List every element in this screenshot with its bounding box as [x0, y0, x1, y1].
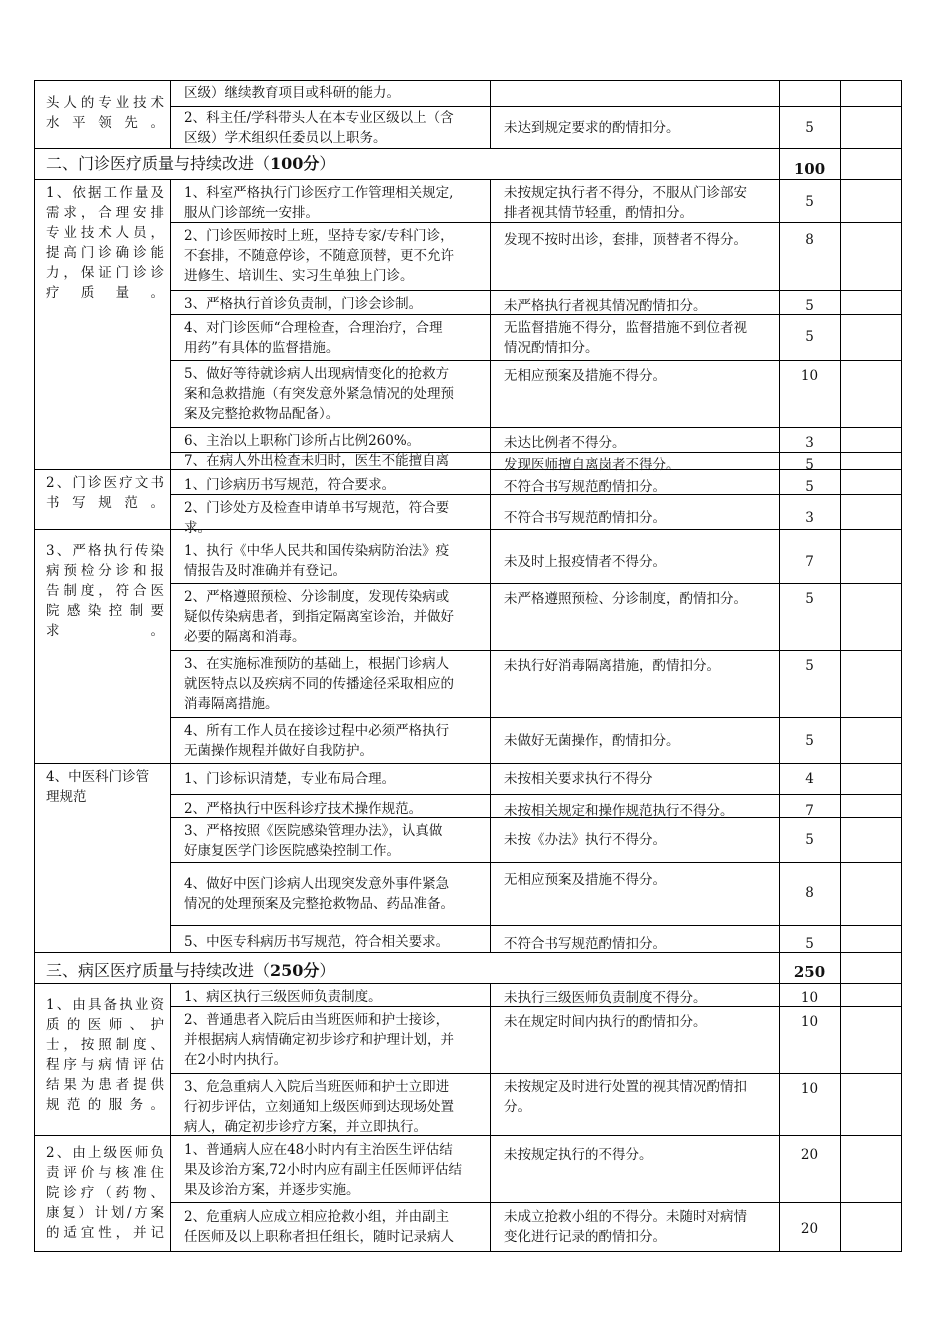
category-staffing: 1、依据工作量及 需求，合理安排 专业技术人员， 提高门诊确诊能 力，保证门诊诊 疗质量。 [46, 185, 164, 301]
category-qualified-staff: 1、由具备执业资 质的医师、护 士，按照制度、 程序与病情评估 结果为患者提供 规范的服务。 [46, 997, 164, 1113]
score-value: 5 [805, 479, 814, 495]
score-value: 20 [800, 1221, 819, 1237]
requirement-text: 区级）继续教育项目或科研的能力。 [184, 85, 400, 101]
scoring-rule: 未严格遵照预检、分诊制度，酌情扣分。 [504, 591, 747, 607]
scoring-rule: 未在规定时间内执行的酌情扣分。 [504, 1014, 707, 1030]
requirement-text: 3、在实施标准预防的基础上，根据门诊病人 就医特点以及疾病不同的传播途径采取相应的 消毒隔离措施。 [184, 656, 454, 712]
score-value: 7 [805, 803, 814, 819]
score-value: 5 [805, 329, 814, 345]
score-value: 5 [805, 832, 814, 848]
score-value: 5 [805, 936, 814, 952]
requirement-text: 2、科主任/学科带头人在本专业区级以上（含 区级）学术组织任委员以上职务。 [184, 110, 454, 146]
scoring-rule: 未成立抢救小组的不得分。未随时对病情 变化进行记录的酌情扣分。 [504, 1209, 747, 1245]
score-value: 10 [800, 1081, 819, 1097]
score-value: 20 [800, 1147, 819, 1163]
section-heading-outpatient: 二、门诊医疗质量与持续改进（100分） [46, 154, 336, 173]
scoring-rule: 未执行好消毒隔离措施，酌情扣分。 [504, 658, 720, 674]
requirement-text: 4、所有工作人员在接诊过程中必须严格执行 无菌操作规程并做好自我防护。 [184, 723, 450, 759]
score-value: 10 [800, 368, 819, 384]
scoring-rule: 无相应预案及措施不得分。 [504, 872, 666, 888]
requirement-text: 4、对门诊医师“合理检查，合理治疗，合理 用药”有具体的监督措施。 [184, 320, 443, 356]
scoring-rule: 未执行三级医师负责制度不得分。 [504, 990, 707, 1006]
score-value: 10 [800, 1014, 819, 1030]
scoring-rule: 发现医师擅自离岗者不得分。 [504, 457, 680, 473]
score-value: 5 [805, 194, 814, 210]
requirement-text: 1、门诊标识清楚，专业布局合理。 [184, 771, 396, 787]
requirement-text: 1、普通病人应在48小时内有主治医生评估结 果及诊治方案,72小时内应有副主任医师评估结 果及诊治方案，并逐步实施。 [184, 1142, 462, 1198]
scoring-rule: 无相应预案及措施不得分。 [504, 368, 666, 384]
requirement-text: 2、严格执行中医科诊疗技术操作规范。 [184, 801, 423, 817]
scoring-rule: 未按《办法》执行不得分。 [504, 832, 666, 848]
scoring-rule: 未做好无菌操作，酌情扣分。 [504, 733, 680, 749]
requirement-text: 2、危重病人应成立相应抢救小组，并由副主 任医师及以上职称者担任组长，随时记录病人 [184, 1209, 454, 1245]
requirement-text: 3、危急重病人入院后当班医师和护士立即进 行初步评估，立刻通知上级医师到达现场处置 病人，确定初步诊疗方案，并立即执行。 [184, 1079, 454, 1135]
category-tcm: 4、中医科门诊管 理规范 [46, 769, 150, 805]
requirement-text: 1、执行《中华人民共和国传染病防治法》疫 情报告及时准确并有登记。 [184, 543, 450, 579]
requirement-text: 5、中医专科病历书写规范，符合相关要求。 [184, 934, 450, 950]
requirement-text: 6、主治以上职称门诊所占比例260%。 [184, 433, 421, 449]
requirement-text: 2、严格遵照预检、分诊制度，发现传染病或 疑似传染病患者，到指定隔离室诊治，并做好 必要的隔离和消毒。 [184, 589, 454, 645]
scoring-rule: 未按相关要求执行不得分 [504, 771, 653, 787]
requirement-text: 3、严格执行首诊负责制，门诊会诊制。 [184, 296, 423, 312]
score-value: 8 [805, 885, 814, 901]
requirement-text: 1、病区执行三级医师负责制度。 [184, 989, 382, 1005]
scoring-rule: 未达比例者不得分。 [504, 435, 626, 451]
score-value: 5 [805, 298, 814, 314]
score-value: 5 [805, 120, 814, 136]
scoring-rule: 未严格执行者视其情况酌情扣分。 [504, 298, 707, 314]
requirement-text: 5、做好等待就诊病人出现病情变化的抢救方 案和急救措施（有突发意外紧急情况的处理预 案及完整抢救物品配备）。 [184, 366, 454, 422]
score-value: 5 [805, 457, 814, 473]
requirement-text: 7、在病人外出检查未归时，医生不能擅自离 [184, 453, 450, 469]
category-senior-review: 2、由上级医师负 责评价与核准住 院诊疗（药物、 康复）计划/方案 的适宜性，并记 [46, 1145, 164, 1241]
section-total: 250 [793, 963, 826, 981]
requirement-text: 2、门诊医师按时上班，坚持专家/专科门诊， 不套排，不随意停诊，不随意顶替，更不允许 进修生、培训生、实习生单独上门诊。 [184, 228, 454, 284]
score-value: 7 [805, 554, 814, 570]
scoring-rule: 无监督措施不得分，监督措施不到位者视 情况酌情扣分。 [504, 320, 747, 356]
scoring-rule: 不符合书写规范酌情扣分。 [504, 510, 666, 526]
score-value: 3 [805, 435, 814, 451]
score-value: 10 [800, 990, 819, 1006]
evaluation-table [34, 80, 902, 1252]
scoring-rule: 不符合书写规范酌情扣分。 [504, 936, 666, 952]
requirement-text: 1、科室严格执行门诊医疗工作管理相关规定, 服从门诊部统一安排。 [184, 185, 454, 221]
scoring-rule: 未按相关规定和操作规范执行不得分。 [504, 803, 734, 819]
score-value: 5 [805, 658, 814, 674]
category-infection-control: 3、严格执行传染 病预检分诊和报 告制度，符合医 院感染控制要 求。 [46, 543, 164, 639]
score-value: 3 [805, 510, 814, 526]
score-value: 8 [805, 232, 814, 248]
score-value: 4 [805, 771, 814, 787]
requirement-text: 3、严格按照《医院感染管理办法》，认真做 好康复医学门诊医院感染控制工作。 [184, 823, 443, 859]
score-value: 5 [805, 733, 814, 749]
category-documents: 2、门诊医疗文书 书写规范。 [46, 475, 164, 511]
requirement-text: 2、门诊处方及检查申请单书写规范，符合要 求。 [184, 500, 450, 536]
category-top: 头人的专业技术 水平领先。 [46, 95, 164, 131]
scoring-rule: 未及时上报疫情者不得分。 [504, 554, 666, 570]
requirement-text: 4、做好中医门诊病人出现突发意外事件紧急 情况的处理预案及完整抢救物品、药品准备。 [184, 876, 454, 912]
requirement-text: 2、普通患者入院后由当班医师和护士接诊， 并根据病人病情确定初步诊疗和护理计划，并 在2小时内执行。 [184, 1012, 454, 1068]
scoring-rule: 不符合书写规范酌情扣分。 [504, 479, 666, 495]
scoring-rule: 未按规定执行者不得分，不服从门诊部安 排者视其情节轻重，酌情扣分。 [504, 185, 747, 221]
section-total: 100 [793, 160, 826, 178]
requirement-text: 1、门诊病历书写规范，符合要求。 [184, 477, 396, 493]
scoring-rule: 未达到规定要求的酌情扣分。 [504, 120, 680, 136]
scoring-rule: 未按规定及时进行处置的视其情况酌情扣 分。 [504, 1079, 747, 1115]
score-value: 5 [805, 591, 814, 607]
scoring-rule: 未按规定执行的不得分。 [504, 1147, 653, 1163]
scoring-rule: 发现不按时出诊，套排，顶替者不得分。 [504, 232, 747, 248]
section-heading-ward: 三、病区医疗质量与持续改进（250分） [46, 961, 336, 980]
